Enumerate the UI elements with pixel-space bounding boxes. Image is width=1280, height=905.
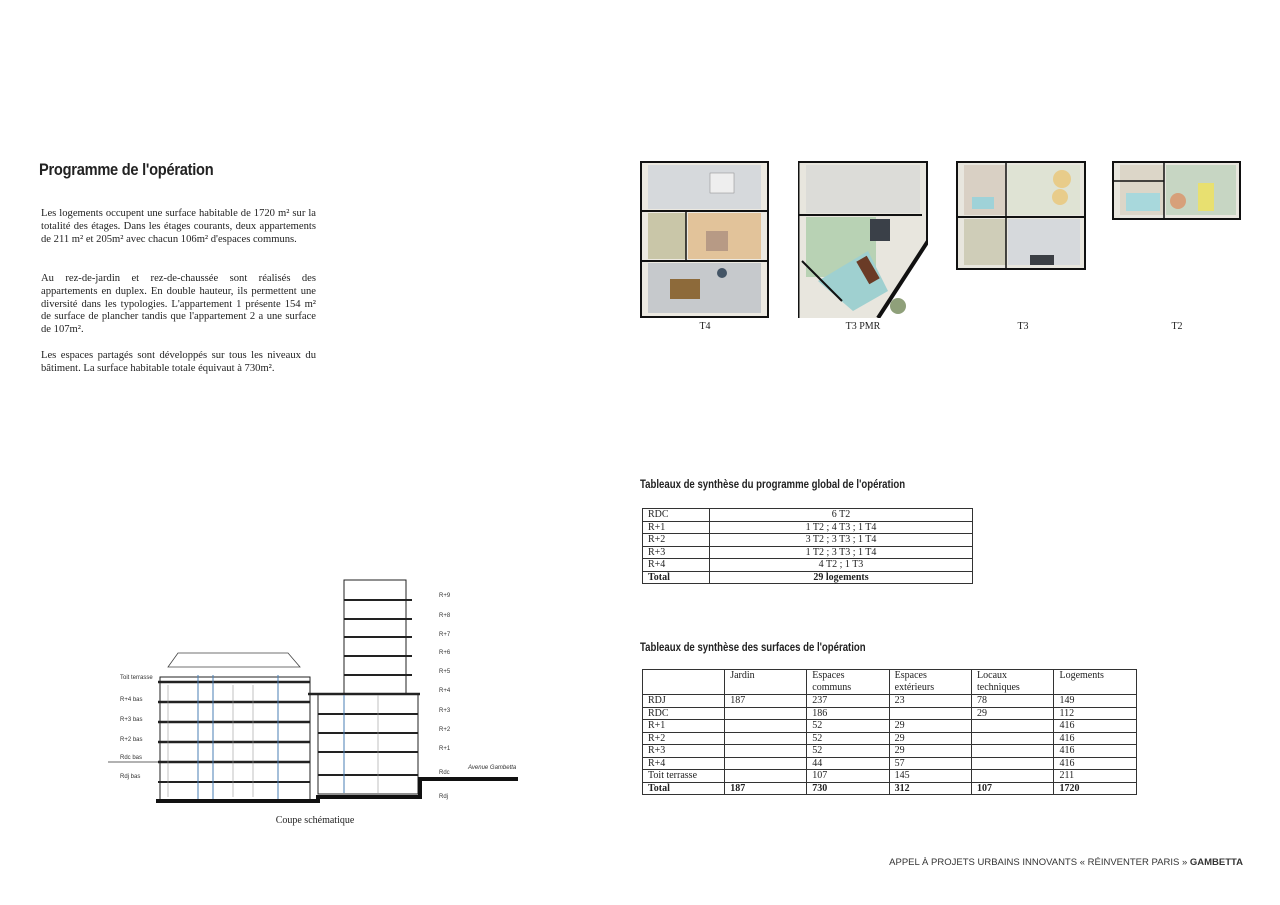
table-cell: 6 T2 xyxy=(710,509,973,522)
program-table xyxy=(642,508,973,584)
table-cell: 186 xyxy=(807,707,889,720)
section-label-r4-bas: R+4 bas xyxy=(120,697,143,703)
table-cell: 187 xyxy=(725,782,807,795)
intro-paragraph-3: Les espaces partagés sont développés sur tous les niveaux du bâtiment. La surface habitable totale équivaut à 730m². xyxy=(41,350,316,374)
table-cell: 1720 xyxy=(1054,782,1137,795)
table-row xyxy=(643,546,973,559)
table-row xyxy=(643,770,1137,783)
section-label-r9: R+9 xyxy=(439,593,451,599)
plan-t2-image xyxy=(1112,161,1241,220)
plan-t3pmr-image xyxy=(798,161,928,318)
table-total-row xyxy=(643,782,1137,795)
table-cell: 312 xyxy=(889,782,971,795)
table-row xyxy=(643,534,973,547)
table-cell: R+2 xyxy=(643,732,725,745)
table-cell: 4 T2 ; 1 T3 xyxy=(710,559,973,572)
table-cell xyxy=(972,757,1054,770)
table-cell: 29 xyxy=(889,745,971,758)
section-label-r5: R+5 xyxy=(439,669,451,675)
section-label-r8: R+8 xyxy=(439,613,451,619)
table-cell: RDC xyxy=(643,509,710,522)
table-cell: 52 xyxy=(807,720,889,733)
plan-t3-image xyxy=(956,161,1086,270)
table-row xyxy=(643,695,1137,708)
table-header-cell xyxy=(643,670,725,695)
surfaces-table xyxy=(642,669,1137,795)
table-cell: 57 xyxy=(889,757,971,770)
table-cell: 145 xyxy=(889,770,971,783)
plan-t3-drawing xyxy=(956,161,1086,270)
table-cell xyxy=(972,732,1054,745)
table-row xyxy=(643,707,1137,720)
table-row xyxy=(643,757,1137,770)
plan-t2-drawing xyxy=(1112,161,1241,220)
table-header-cell: Locaux techniques xyxy=(972,670,1054,695)
table-cell: 29 xyxy=(889,720,971,733)
table-total-row xyxy=(643,571,973,584)
table-cell xyxy=(972,720,1054,733)
table-cell xyxy=(725,757,807,770)
plan-t4-caption: T4 xyxy=(699,321,711,332)
table-cell: R+3 xyxy=(643,546,710,559)
section-label-r3: R+3 xyxy=(439,708,451,714)
table-cell: R+4 xyxy=(643,757,725,770)
plan-t2-caption: T2 xyxy=(1171,321,1183,332)
table-header-cell: Espaces extérieurs xyxy=(889,670,971,695)
table-cell xyxy=(725,770,807,783)
table-cell: 730 xyxy=(807,782,889,795)
section-label-r3-bas: R+3 bas xyxy=(120,717,143,723)
plan-t4-drawing xyxy=(640,161,769,318)
table-cell: 237 xyxy=(807,695,889,708)
section-label-toit-terrasse: Toit terrasse xyxy=(120,675,153,681)
table-header-cell: Logements xyxy=(1054,670,1137,695)
table-row xyxy=(643,720,1137,733)
street-label: Avenue Gambetta xyxy=(468,765,517,771)
table-cell: 23 xyxy=(889,695,971,708)
section-label-r7: R+7 xyxy=(439,632,451,638)
table-cell: R+1 xyxy=(643,720,725,733)
table-cell: 416 xyxy=(1054,745,1137,758)
intro-paragraph-1: Les logements occupent une surface habitable de 1720 m² sur la totalité des étages. Dans les étages courants, deux appartements de 211 m² et 205m² avec chacun 106m² d'espaces communs. xyxy=(41,208,316,245)
table-cell: R+3 xyxy=(643,745,725,758)
section-label-r4: R+4 xyxy=(439,688,451,694)
table-cell: 416 xyxy=(1054,720,1137,733)
table-cell: 211 xyxy=(1054,770,1137,783)
plan-t3pmr-caption: T3 PMR xyxy=(845,321,881,332)
table-cell: 1 T2 ; 3 T3 ; 1 T4 xyxy=(710,546,973,559)
table-cell xyxy=(725,732,807,745)
table-row xyxy=(643,732,1137,745)
page-title: Programme de l'opération xyxy=(39,160,214,179)
table-cell: R+4 xyxy=(643,559,710,572)
table-cell xyxy=(972,745,1054,758)
section-label-r2: R+2 xyxy=(439,727,451,733)
section-label-r2-bas: R+2 bas xyxy=(120,737,143,743)
table-cell: 44 xyxy=(807,757,889,770)
table-cell: RDC xyxy=(643,707,725,720)
footer xyxy=(889,857,1243,868)
plan-t3-caption: T3 xyxy=(1017,321,1029,332)
table-cell: RDJ xyxy=(643,695,725,708)
table-cell: 3 T2 ; 3 T3 ; 1 T4 xyxy=(710,534,973,547)
section-label-rdj: Rdj xyxy=(439,794,449,800)
table-cell: 149 xyxy=(1054,695,1137,708)
section-label-rdc: Rdc xyxy=(439,770,450,776)
table-row xyxy=(643,509,973,522)
table-cell: Total xyxy=(643,782,725,795)
table-cell: 416 xyxy=(1054,757,1137,770)
table-cell xyxy=(725,745,807,758)
table-cell: 52 xyxy=(807,732,889,745)
table-header-row xyxy=(643,670,1137,695)
table-cell: 52 xyxy=(807,745,889,758)
table-cell: 29 logements xyxy=(710,571,973,584)
table-cell: 29 xyxy=(972,707,1054,720)
table-cell: 107 xyxy=(972,782,1054,795)
table-cell xyxy=(725,720,807,733)
table-cell: 29 xyxy=(889,732,971,745)
table-header-cell: Jardin xyxy=(725,670,807,695)
plan-t3pmr-drawing xyxy=(798,161,928,318)
section-label-r1: R+1 xyxy=(439,746,451,752)
footer-text: APPEL À PROJETS URBAINS INNOVANTS « RÉINVENTER PARIS » xyxy=(889,857,1188,868)
table-cell xyxy=(889,707,971,720)
section-drawing xyxy=(108,575,528,807)
section-label-rdj-bas: Rdj bas xyxy=(120,774,141,780)
table-cell xyxy=(972,770,1054,783)
table-cell: 107 xyxy=(807,770,889,783)
table-cell: R+1 xyxy=(643,521,710,534)
plan-t4-image xyxy=(640,161,769,318)
table-row xyxy=(643,745,1137,758)
table-row xyxy=(643,559,973,572)
table-header-cell: Espaces communs xyxy=(807,670,889,695)
table-cell: Toit terrasse xyxy=(643,770,725,783)
table2-title: Tableaux de synthèse des surfaces de l'opération xyxy=(640,640,866,654)
section-caption: Coupe schématique xyxy=(275,815,355,826)
footer-brand: GAMBETTA xyxy=(1189,857,1243,868)
table-cell xyxy=(725,707,807,720)
table-row xyxy=(643,521,973,534)
section-label-rdc-bas: Rdc bas xyxy=(120,755,143,761)
table-cell: Total xyxy=(643,571,710,584)
table-cell: R+2 xyxy=(643,534,710,547)
table-cell: 112 xyxy=(1054,707,1137,720)
intro-paragraph-2: Au rez-de-jardin et rez-de-chaussée sont réalisés des appartements en duplex. En double hauteur, ils permettent une diversité dans les typologies. L'appartement 1 présente 154 m² de surface de plancher tandis que l'appartement 2 a une surface de 107m². xyxy=(41,273,316,336)
table-cell: 416 xyxy=(1054,732,1137,745)
table-cell: 1 T2 ; 4 T3 ; 1 T4 xyxy=(710,521,973,534)
table1-title: Tableaux de synthèse du programme global de l'opération xyxy=(640,477,906,491)
section-label-r6: R+6 xyxy=(439,650,451,656)
table-cell: 78 xyxy=(972,695,1054,708)
table-cell: 187 xyxy=(725,695,807,708)
